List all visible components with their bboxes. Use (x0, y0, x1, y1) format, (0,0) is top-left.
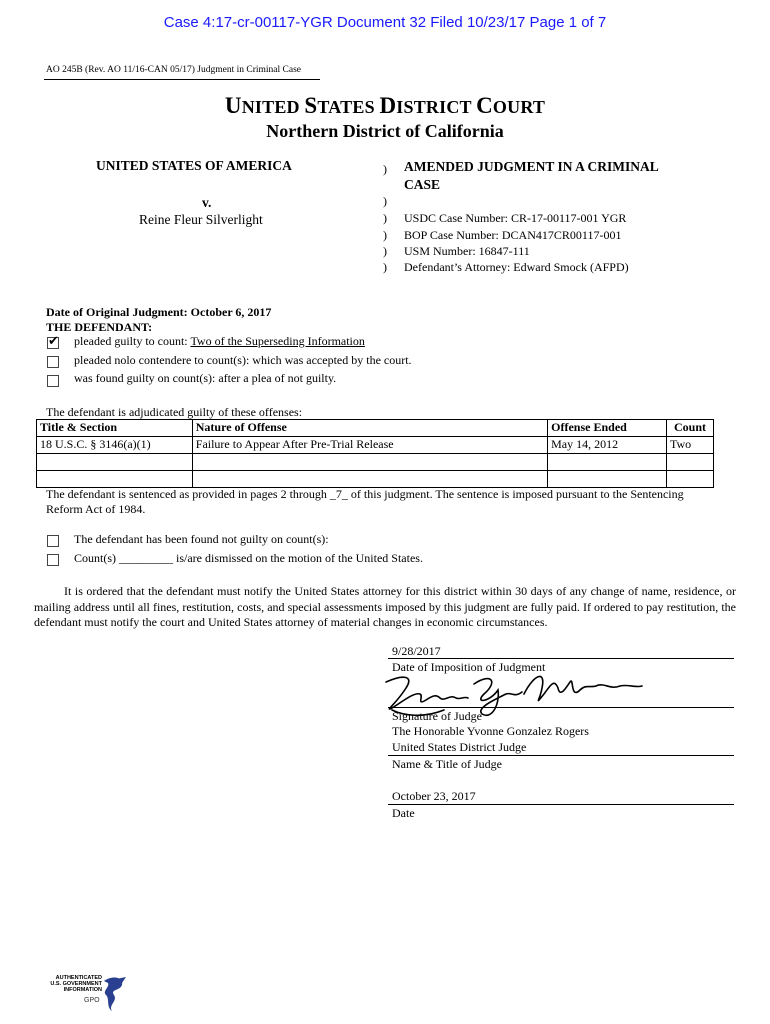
header-nature-offense: Nature of Offense (192, 420, 547, 437)
bop-case-number: BOP Case Number: DCAN417CR00117-001 (404, 228, 622, 242)
caption-paren: ) (383, 211, 387, 225)
plea-guilty-checkbox[interactable] (47, 334, 59, 349)
plaintiff-name: UNITED STATES OF AMERICA (96, 158, 292, 173)
plea-found-guilty-checkbox[interactable] (47, 375, 59, 387)
court-name: UNITED STATES DISTRICT COURT (224, 93, 546, 118)
form-identifier: AO 245B (Rev. AO 11/16-CAN 05/17) Judgment in Criminal Case (46, 65, 301, 75)
judgment-title-line2: CASE (404, 177, 441, 192)
defendant-name: Reine Fleur Silverlight (139, 212, 263, 227)
signed-date-line (388, 804, 734, 805)
caption-paren: ) (383, 194, 387, 208)
signed-date: October 23, 2017 (392, 789, 476, 803)
versus-label: v. (202, 195, 212, 210)
adjudicated-text: The defendant is adjudicated guilty of these offenses: (46, 405, 303, 419)
table-row (37, 471, 714, 488)
header-offense-ended: Offense Ended (548, 420, 667, 437)
table-header-row (37, 420, 714, 437)
sentenced-text-line2: Reform Act of 1984. (46, 502, 146, 516)
header-title-section: Title & Section (37, 420, 193, 437)
check-mark-icon: ✔ (48, 334, 59, 349)
caption-paren: ) (383, 162, 387, 176)
caption-paren: ) (383, 244, 387, 258)
not-guilty-checkbox[interactable] (47, 535, 59, 547)
plea-guilty-text: pleaded guilty to count: Two of the Superseding Information (74, 334, 365, 348)
header-count: Count (666, 420, 713, 437)
dismissed-checkbox[interactable] (47, 554, 59, 566)
offense-table (36, 419, 714, 488)
judge-name: The Honorable Yvonne Gonzalez Rogers (392, 724, 589, 738)
signature-label: Signature of Judge (392, 709, 482, 723)
cell-nature-offense: Failure to Appear After Pre-Trial Release (192, 437, 547, 454)
usm-number: USM Number: 16847-111 (404, 244, 530, 258)
plea-found-guilty-text: was found guilty on count(s): after a plea of not guilty. (74, 371, 337, 385)
caption-paren: ) (383, 260, 387, 274)
case-header-stamp: Case 4:17-cr-00117-YGR Document 32 Filed 10/23/17 Page 1 of 7 (163, 14, 607, 31)
cell-count: Two (666, 437, 713, 454)
judge-name-line (388, 755, 734, 756)
caption-paren: ) (383, 228, 387, 242)
date-label: Date (392, 806, 415, 820)
sentenced-text: The defendant is sentenced as provided in pages 2 through _7_ of this judgment. The sentence is imposed pursuant to the Sentencing (46, 487, 684, 501)
imposition-date: 9/28/2017 (392, 644, 441, 658)
gpo-authentication-seal: AUTHENTICATED U.S. GOVERNMENT INFORMATION GPO (42, 975, 132, 1015)
signature-line (388, 707, 734, 708)
usdc-case-number: USDC Case Number: CR-17-00117-001 YGR (404, 211, 627, 225)
original-judgment-date: Date of Original Judgment: October 6, 2017 (46, 305, 272, 319)
defendant-heading: THE DEFENDANT: (46, 320, 153, 334)
court-district: Northern District of California (266, 121, 504, 141)
form-id-underline (44, 79, 320, 80)
defendant-attorney: Defendant’s Attorney: Edward Smock (AFPD) (404, 260, 629, 274)
judge-title: United States District Judge (392, 740, 527, 754)
table-row (37, 454, 714, 471)
cell-offense-ended: May 14, 2012 (548, 437, 667, 454)
cell-title-section: 18 U.S.C. § 3146(a)(1) (37, 437, 193, 454)
plea-nolo-checkbox[interactable] (47, 356, 59, 368)
table-row (37, 437, 714, 454)
eagle-icon (100, 975, 128, 1015)
imposition-date-label: Date of Imposition of Judgment (392, 660, 546, 674)
imposition-date-line (388, 658, 734, 659)
order-paragraph: It is ordered that the defendant must notify the United States attorney for this district within 30 days of any change of name, residence, or mailing address until all fines, restitution, costs, and special assessments imposed by this judgment are fully paid. If ordered to pay restitution, the defendant must notify the court and United States attorney of material changes in economic circumstances. (34, 584, 736, 629)
name-title-label: Name & Title of Judge (392, 757, 502, 771)
not-guilty-text: The defendant has been found not guilty on count(s): (74, 532, 329, 546)
judgment-title-line1: AMENDED JUDGMENT IN A CRIMINAL (404, 159, 659, 174)
plea-nolo-text: pleaded nolo contendere to count(s): which was accepted by the court. (74, 353, 412, 367)
dismissed-text: Count(s) _________ is/are dismissed on the motion of the United States. (74, 551, 423, 565)
